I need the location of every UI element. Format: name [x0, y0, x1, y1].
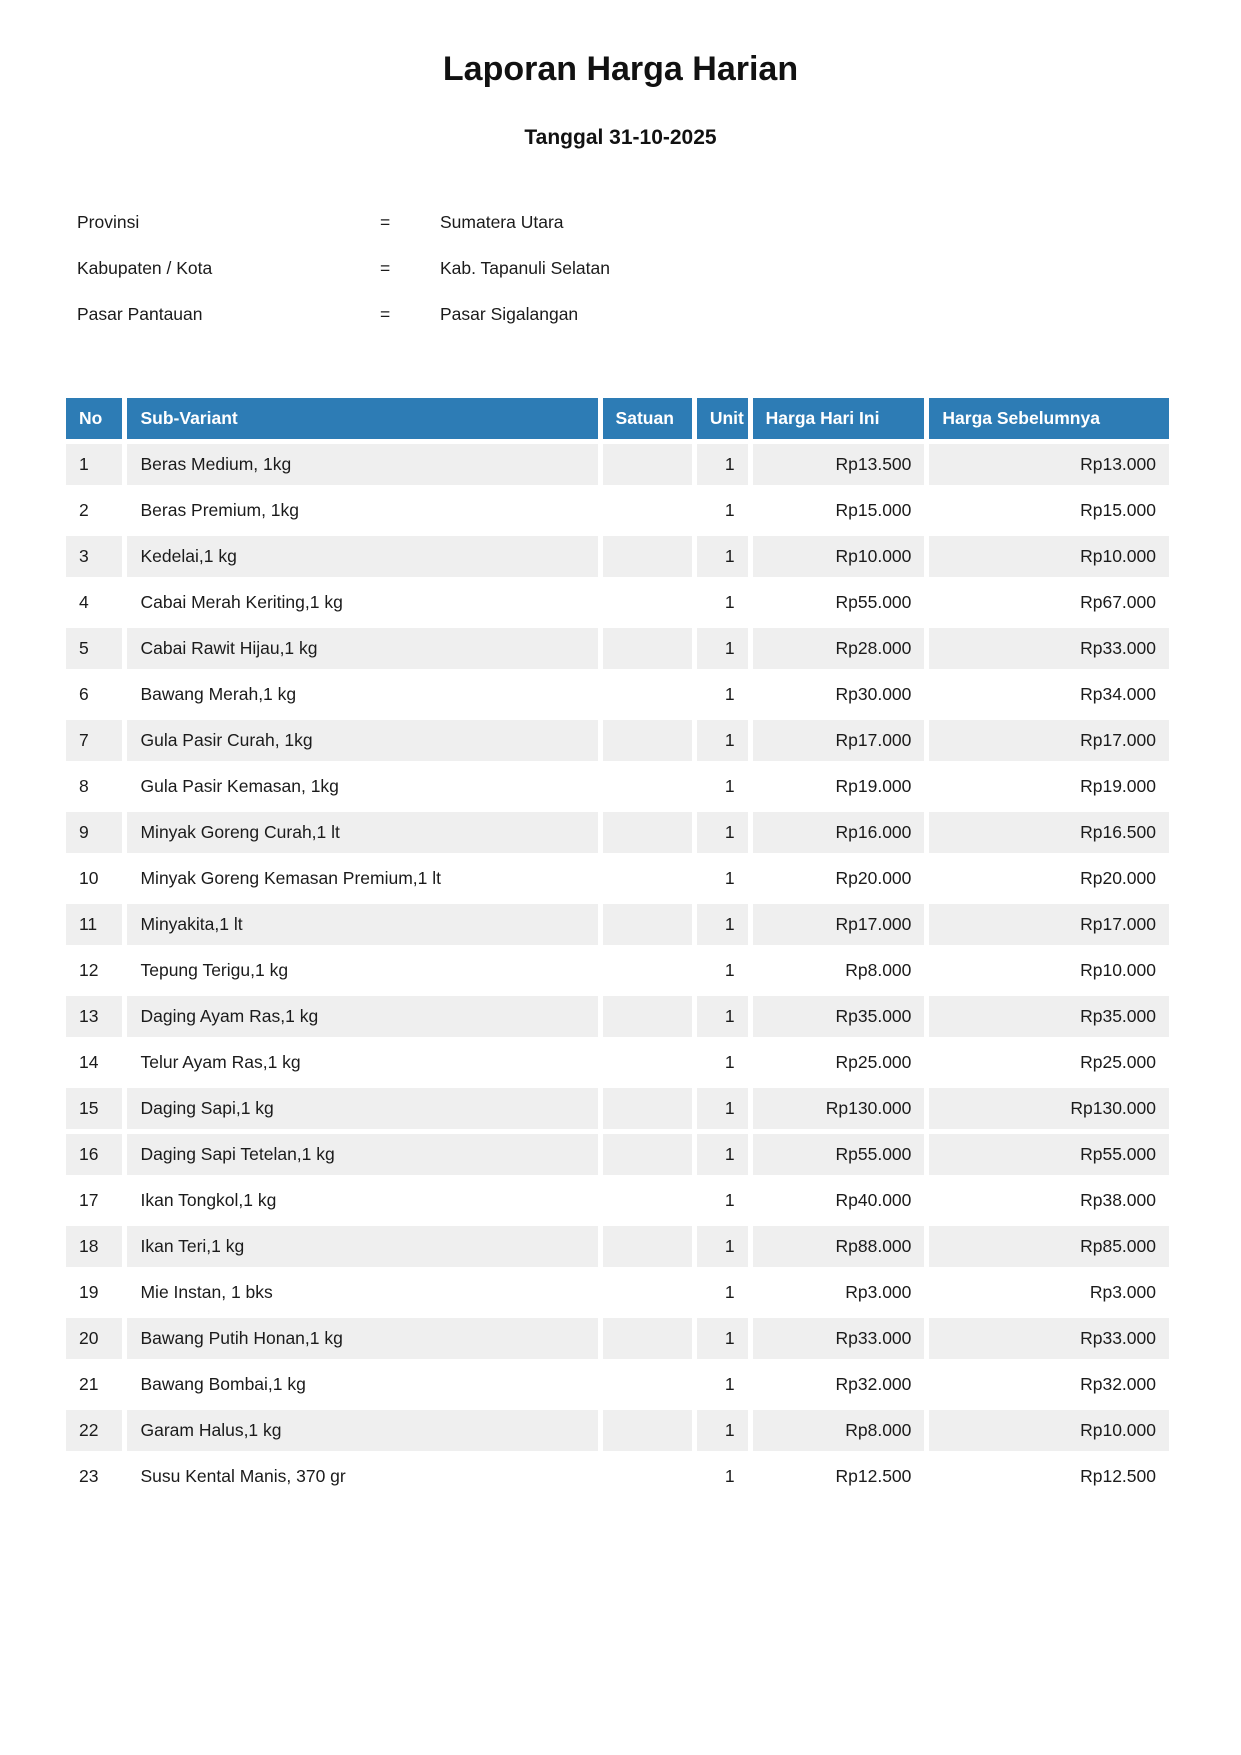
cell-sub-variant: Beras Medium, 1kg [127, 444, 597, 485]
cell-no: 3 [66, 536, 122, 577]
cell-harga-sebelumnya: Rp25.000 [929, 1042, 1169, 1083]
cell-no: 22 [66, 1410, 122, 1451]
cell-harga-sebelumnya: Rp20.000 [929, 858, 1169, 899]
cell-harga-sebelumnya: Rp13.000 [929, 444, 1169, 485]
cell-harga-hari-ini: Rp15.000 [753, 490, 925, 531]
cell-harga-hari-ini: Rp55.000 [753, 582, 925, 623]
cell-no: 13 [66, 996, 122, 1037]
cell-no: 6 [66, 674, 122, 715]
cell-no: 18 [66, 1226, 122, 1267]
cell-satuan [603, 1226, 692, 1267]
cell-harga-sebelumnya: Rp15.000 [929, 490, 1169, 531]
cell-harga-hari-ini: Rp16.000 [753, 812, 925, 853]
table-row [66, 812, 1169, 853]
cell-satuan [603, 1318, 692, 1359]
meta-label-kabupaten: Kabupaten / Kota [77, 258, 213, 278]
table-row [66, 1456, 1169, 1497]
cell-harga-hari-ini: Rp35.000 [753, 996, 925, 1037]
cell-sub-variant: Daging Ayam Ras,1 kg [127, 996, 597, 1037]
table-row [66, 1272, 1169, 1313]
cell-no: 8 [66, 766, 122, 807]
meta-value-kabupaten: Kab. Tapanuli Selatan [440, 258, 610, 278]
cell-harga-sebelumnya: Rp130.000 [929, 1088, 1169, 1129]
cell-no: 11 [66, 904, 122, 945]
cell-harga-hari-ini: Rp20.000 [753, 858, 925, 899]
cell-harga-sebelumnya: Rp10.000 [929, 1410, 1169, 1451]
table-row [66, 904, 1169, 945]
cell-harga-sebelumnya: Rp33.000 [929, 628, 1169, 669]
cell-harga-sebelumnya: Rp10.000 [929, 950, 1169, 991]
cell-satuan [603, 1364, 692, 1405]
cell-sub-variant: Cabai Rawit Hijau,1 kg [127, 628, 597, 669]
price-table [61, 393, 1174, 1502]
table-row [66, 582, 1169, 623]
table-row [66, 720, 1169, 761]
cell-harga-hari-ini: Rp25.000 [753, 1042, 925, 1083]
cell-sub-variant: Bawang Bombai,1 kg [127, 1364, 597, 1405]
cell-unit: 1 [697, 1042, 748, 1083]
cell-harga-sebelumnya: Rp38.000 [929, 1180, 1169, 1221]
cell-satuan [603, 1456, 692, 1497]
cell-harga-hari-ini: Rp19.000 [753, 766, 925, 807]
cell-unit: 1 [697, 1318, 748, 1359]
cell-harga-hari-ini: Rp28.000 [753, 628, 925, 669]
cell-no: 1 [66, 444, 122, 485]
cell-satuan [603, 766, 692, 807]
table-row [66, 444, 1169, 485]
cell-harga-hari-ini: Rp8.000 [753, 1410, 925, 1451]
cell-no: 14 [66, 1042, 122, 1083]
col-header-no: No [66, 398, 122, 439]
cell-satuan [603, 1272, 692, 1313]
cell-satuan [603, 1410, 692, 1451]
cell-harga-hari-ini: Rp40.000 [753, 1180, 925, 1221]
cell-sub-variant: Minyakita,1 lt [127, 904, 597, 945]
cell-no: 20 [66, 1318, 122, 1359]
cell-satuan [603, 490, 692, 531]
cell-harga-hari-ini: Rp12.500 [753, 1456, 925, 1497]
cell-unit: 1 [697, 1180, 748, 1221]
cell-unit: 1 [697, 490, 748, 531]
cell-harga-hari-ini: Rp32.000 [753, 1364, 925, 1405]
cell-sub-variant: Ikan Teri,1 kg [127, 1226, 597, 1267]
table-row [66, 858, 1169, 899]
cell-satuan [603, 536, 692, 577]
meta-row-pasar [77, 304, 1241, 350]
table-row [66, 536, 1169, 577]
cell-unit: 1 [697, 812, 748, 853]
table-row [66, 996, 1169, 1037]
meta-value-pasar: Pasar Sigalangan [440, 304, 579, 324]
table-row [66, 490, 1169, 531]
meta-label-pasar: Pasar Pantauan [77, 304, 203, 324]
cell-sub-variant: Mie Instan, 1 bks [127, 1272, 597, 1313]
cell-no: 21 [66, 1364, 122, 1405]
cell-sub-variant: Ikan Tongkol,1 kg [127, 1180, 597, 1221]
cell-sub-variant: Minyak Goreng Curah,1 lt [127, 812, 597, 853]
cell-harga-sebelumnya: Rp33.000 [929, 1318, 1169, 1359]
table-row [66, 1364, 1169, 1405]
table-row [66, 1226, 1169, 1267]
cell-no: 19 [66, 1272, 122, 1313]
table-row [66, 1180, 1169, 1221]
cell-unit: 1 [697, 1134, 748, 1175]
cell-unit: 1 [697, 996, 748, 1037]
table-row [66, 1410, 1169, 1451]
cell-unit: 1 [697, 1272, 748, 1313]
meta-equals-sign: = [380, 304, 391, 324]
cell-unit: 1 [697, 720, 748, 761]
cell-harga-sebelumnya: Rp12.500 [929, 1456, 1169, 1497]
col-header-unit: Unit [697, 398, 748, 439]
col-header-sub-variant: Sub-Variant [127, 398, 597, 439]
cell-unit: 1 [697, 950, 748, 991]
table-row [66, 950, 1169, 991]
meta-value-provinsi: Sumatera Utara [440, 212, 564, 232]
cell-unit: 1 [697, 1456, 748, 1497]
table-row [66, 1134, 1169, 1175]
cell-harga-hari-ini: Rp17.000 [753, 720, 925, 761]
meta-equals-sign: = [380, 212, 391, 232]
cell-harga-hari-ini: Rp8.000 [753, 950, 925, 991]
cell-sub-variant: Cabai Merah Keriting,1 kg [127, 582, 597, 623]
price-table-header [66, 398, 1169, 439]
cell-satuan [603, 996, 692, 1037]
cell-satuan [603, 1134, 692, 1175]
cell-sub-variant: Daging Sapi Tetelan,1 kg [127, 1134, 597, 1175]
cell-sub-variant: Bawang Merah,1 kg [127, 674, 597, 715]
cell-unit: 1 [697, 536, 748, 577]
cell-harga-sebelumnya: Rp35.000 [929, 996, 1169, 1037]
meta-label-provinsi: Provinsi [77, 212, 140, 232]
cell-sub-variant: Telur Ayam Ras,1 kg [127, 1042, 597, 1083]
cell-sub-variant: Tepung Terigu,1 kg [127, 950, 597, 991]
col-header-satuan: Satuan [603, 398, 692, 439]
table-row [66, 628, 1169, 669]
cell-harga-hari-ini: Rp13.500 [753, 444, 925, 485]
report-meta [77, 212, 1241, 350]
cell-harga-hari-ini: Rp55.000 [753, 1134, 925, 1175]
cell-satuan [603, 1042, 692, 1083]
cell-unit: 1 [697, 628, 748, 669]
cell-unit: 1 [697, 1088, 748, 1129]
cell-no: 7 [66, 720, 122, 761]
cell-satuan [603, 628, 692, 669]
cell-satuan [603, 720, 692, 761]
cell-no: 4 [66, 582, 122, 623]
cell-unit: 1 [697, 674, 748, 715]
cell-harga-sebelumnya: Rp34.000 [929, 674, 1169, 715]
cell-harga-sebelumnya: Rp19.000 [929, 766, 1169, 807]
meta-row-kabupaten [77, 258, 1241, 304]
cell-satuan [603, 904, 692, 945]
cell-harga-hari-ini: Rp3.000 [753, 1272, 925, 1313]
col-header-harga-sebelumnya: Harga Sebelumnya [929, 398, 1169, 439]
cell-satuan [603, 1180, 692, 1221]
cell-satuan [603, 674, 692, 715]
cell-harga-sebelumnya: Rp55.000 [929, 1134, 1169, 1175]
cell-satuan [603, 1088, 692, 1129]
meta-equals-sign: = [380, 258, 391, 278]
cell-unit: 1 [697, 766, 748, 807]
cell-no: 9 [66, 812, 122, 853]
cell-no: 12 [66, 950, 122, 991]
cell-sub-variant: Beras Premium, 1kg [127, 490, 597, 531]
cell-no: 15 [66, 1088, 122, 1129]
cell-no: 10 [66, 858, 122, 899]
cell-no: 5 [66, 628, 122, 669]
table-row [66, 1042, 1169, 1083]
cell-harga-hari-ini: Rp33.000 [753, 1318, 925, 1359]
cell-unit: 1 [697, 858, 748, 899]
cell-sub-variant: Gula Pasir Curah, 1kg [127, 720, 597, 761]
cell-harga-sebelumnya: Rp17.000 [929, 720, 1169, 761]
cell-satuan [603, 444, 692, 485]
cell-no: 2 [66, 490, 122, 531]
cell-sub-variant: Bawang Putih Honan,1 kg [127, 1318, 597, 1359]
cell-sub-variant: Minyak Goreng Kemasan Premium,1 lt [127, 858, 597, 899]
col-header-harga-hari-ini: Harga Hari Ini [753, 398, 925, 439]
cell-harga-hari-ini: Rp10.000 [753, 536, 925, 577]
cell-harga-sebelumnya: Rp32.000 [929, 1364, 1169, 1405]
cell-unit: 1 [697, 582, 748, 623]
cell-harga-hari-ini: Rp30.000 [753, 674, 925, 715]
cell-no: 16 [66, 1134, 122, 1175]
table-row [66, 674, 1169, 715]
cell-harga-sebelumnya: Rp17.000 [929, 904, 1169, 945]
cell-harga-hari-ini: Rp17.000 [753, 904, 925, 945]
cell-satuan [603, 582, 692, 623]
cell-no: 23 [66, 1456, 122, 1497]
cell-sub-variant: Susu Kental Manis, 370 gr [127, 1456, 597, 1497]
meta-row-provinsi [77, 212, 1241, 258]
cell-satuan [603, 950, 692, 991]
cell-harga-sebelumnya: Rp10.000 [929, 536, 1169, 577]
cell-harga-hari-ini: Rp130.000 [753, 1088, 925, 1129]
cell-harga-sebelumnya: Rp16.500 [929, 812, 1169, 853]
cell-harga-sebelumnya: Rp67.000 [929, 582, 1169, 623]
page-title: Laporan Harga Harian [442, 50, 799, 88]
table-row [66, 1088, 1169, 1129]
cell-sub-variant: Kedelai,1 kg [127, 536, 597, 577]
cell-sub-variant: Gula Pasir Kemasan, 1kg [127, 766, 597, 807]
table-row [66, 766, 1169, 807]
cell-harga-sebelumnya: Rp85.000 [929, 1226, 1169, 1267]
cell-sub-variant: Garam Halus,1 kg [127, 1410, 597, 1451]
cell-satuan [603, 858, 692, 899]
cell-harga-hari-ini: Rp88.000 [753, 1226, 925, 1267]
cell-no: 17 [66, 1180, 122, 1221]
cell-unit: 1 [697, 444, 748, 485]
table-row [66, 1318, 1169, 1359]
cell-unit: 1 [697, 1226, 748, 1267]
cell-satuan [603, 812, 692, 853]
cell-unit: 1 [697, 1410, 748, 1451]
cell-harga-sebelumnya: Rp3.000 [929, 1272, 1169, 1313]
cell-unit: 1 [697, 904, 748, 945]
cell-unit: 1 [697, 1364, 748, 1405]
cell-sub-variant: Daging Sapi,1 kg [127, 1088, 597, 1129]
price-table-body [66, 444, 1169, 1497]
report-date: Tanggal 31-10-2025 [524, 126, 717, 149]
